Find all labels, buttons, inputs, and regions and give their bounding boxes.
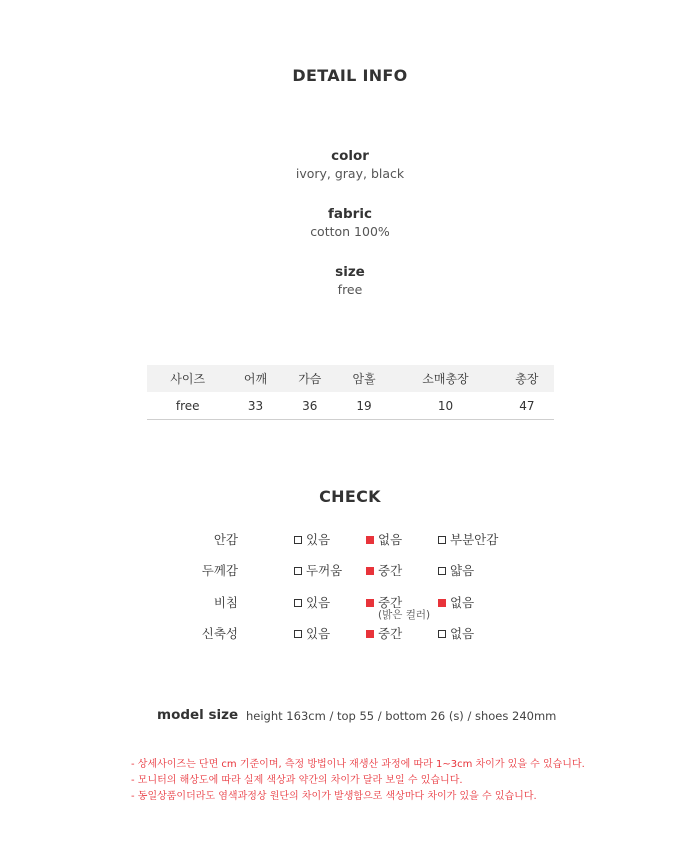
checkbox-filled-icon	[366, 630, 374, 638]
check-option-label: 두꺼움	[306, 563, 343, 578]
size-table	[147, 365, 554, 420]
check-option-label: 있음	[306, 532, 331, 547]
checkbox-empty-icon	[294, 567, 302, 575]
checkbox-filled-icon	[366, 536, 374, 544]
check-row-label: 비침	[213, 595, 238, 610]
color-value: ivory, gray, black	[295, 166, 405, 181]
check-option-label: 없음	[450, 626, 475, 641]
check-option-label: 중간	[378, 626, 403, 641]
detail-info-title: DETAIL INFO	[292, 66, 408, 85]
check-option-label: 중간	[378, 563, 403, 578]
checkbox-empty-icon	[294, 536, 302, 544]
check-option	[366, 561, 402, 579]
check-option	[294, 561, 342, 579]
size-table-header: 소매총장	[391, 365, 500, 392]
size-table-header: 사이즈	[147, 365, 228, 392]
check-option	[438, 593, 474, 611]
size-table-header: 가슴	[283, 365, 337, 392]
checkbox-empty-icon	[294, 599, 302, 607]
model-size-label: model size	[157, 707, 239, 723]
checkbox-filled-icon	[438, 599, 446, 607]
check-option	[366, 530, 402, 548]
check-option	[438, 530, 498, 548]
check-option-label: 얇음	[450, 563, 475, 578]
size-table-header: 암홀	[337, 365, 391, 392]
checkbox-filled-icon	[366, 599, 374, 607]
check-option	[294, 530, 330, 548]
table-cell: 36	[283, 392, 337, 420]
checkbox-empty-icon	[438, 567, 446, 575]
note-line: - 모니터의 해상도에 따라 실제 색상과 약간의 차이가 달라 보일 수 있습니다.	[131, 775, 463, 786]
check-option	[366, 624, 402, 642]
check-option-label: 있음	[306, 626, 331, 641]
table-cell: 10	[391, 392, 500, 420]
size-table-header: 어깨	[228, 365, 282, 392]
table-cell: 47	[500, 392, 554, 420]
check-title: CHECK	[319, 487, 381, 506]
check-option-label: 중간	[378, 595, 403, 610]
table-cell: free	[147, 392, 228, 420]
color-label: color	[331, 148, 369, 164]
table-cell: 19	[337, 392, 391, 420]
check-option	[438, 624, 474, 642]
check-row-label: 안감	[213, 532, 238, 547]
check-option-note: (밝은 컬러)	[378, 609, 431, 621]
check-option	[294, 624, 330, 642]
size-table-header: 총장	[500, 365, 554, 392]
size-label: size	[335, 264, 365, 280]
note-line: - 동일상품이더라도 염색과정상 원단의 차이가 발생함으로 색상마다 차이가 있을 수 있습니다.	[131, 791, 537, 802]
table-cell: 33	[228, 392, 282, 420]
check-option-label: 부분안감	[450, 532, 499, 547]
fabric-label: fabric	[328, 206, 372, 222]
check-option-label: 없음	[378, 532, 403, 547]
check-option	[438, 561, 474, 579]
check-option	[294, 593, 330, 611]
size-table-header-row	[147, 365, 554, 392]
table-row	[147, 392, 554, 420]
check-option-label: 없음	[450, 595, 475, 610]
check-row-label: 두께감	[201, 563, 238, 578]
fabric-value: cotton 100%	[310, 224, 390, 239]
checkbox-empty-icon	[294, 630, 302, 638]
size-value: free	[337, 282, 363, 297]
checkbox-empty-icon	[438, 536, 446, 544]
note-line: - 상세사이즈는 단면 cm 기준이며, 측정 방법이나 재생산 과정에 따라 1~3cm 차이가 있을 수 있습니다.	[131, 759, 585, 770]
checkbox-empty-icon	[438, 630, 446, 638]
checkbox-filled-icon	[366, 567, 374, 575]
check-option-label: 있음	[306, 595, 331, 610]
check-row-label: 신축성	[201, 626, 238, 641]
model-size-value: height 163cm / top 55 / bottom 26 (s) / shoes 240mm	[246, 709, 557, 723]
